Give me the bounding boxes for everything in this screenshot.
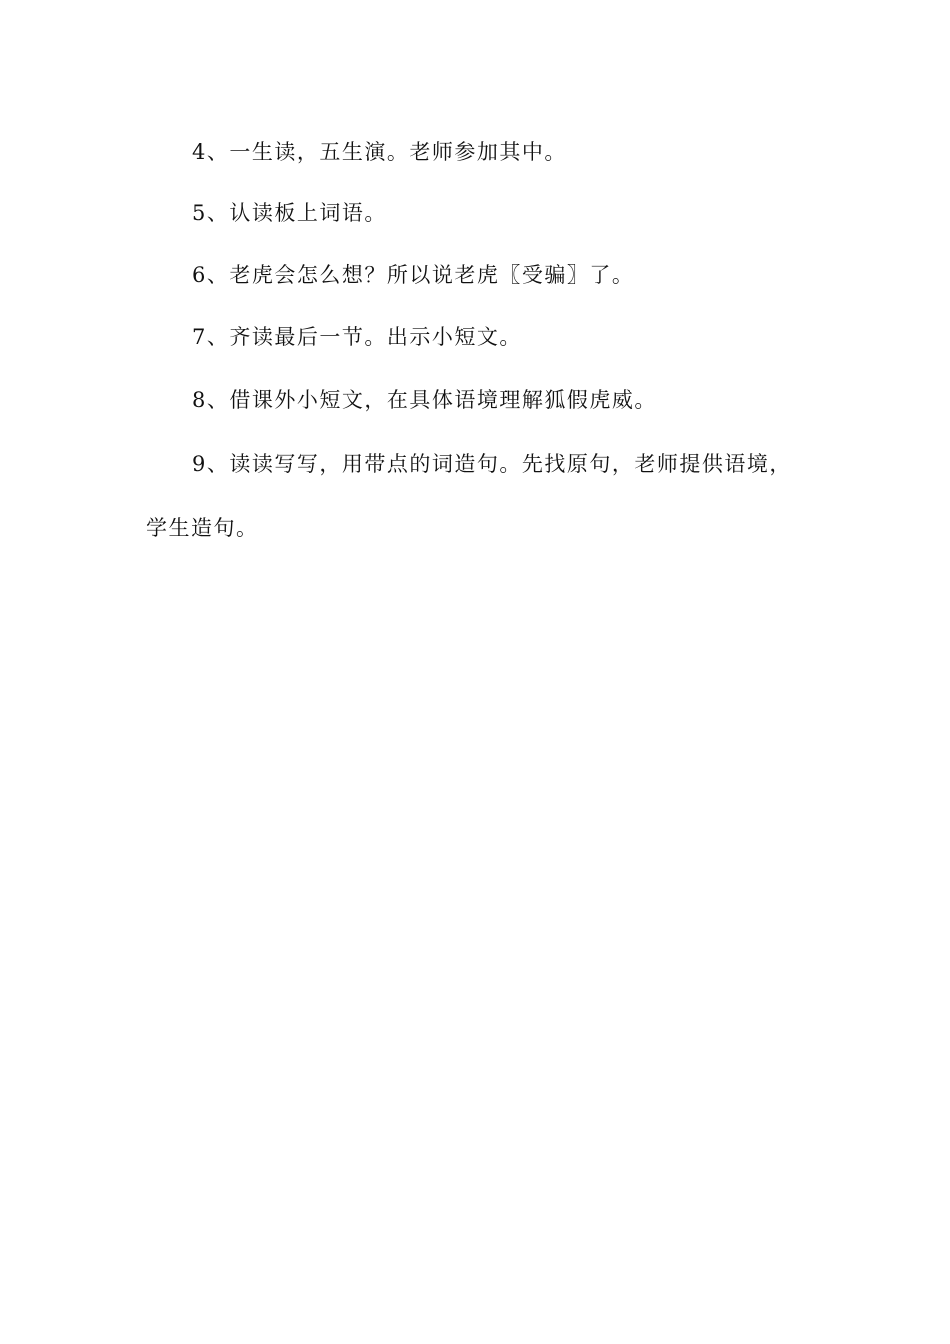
paragraph-step-5: 5、认读板上词语。 bbox=[192, 201, 387, 225]
paragraph-step-7: 7、齐读最后一节。出示小短文。 bbox=[192, 325, 522, 349]
paragraph-step-6: 6、老虎会怎么想？所以说老虎〖受骗〗了。 bbox=[192, 263, 635, 287]
paragraph-step-8: 8、借课外小短文，在具体语境理解狐假虎威。 bbox=[192, 388, 657, 412]
paragraph-step-9: 9、读读写写，用带点的词造句。先找原句，老师提供语境，学生造句。 bbox=[146, 452, 792, 540]
paragraph-step-4: 4、一生读，五生演。老师参加其中。 bbox=[192, 140, 567, 164]
